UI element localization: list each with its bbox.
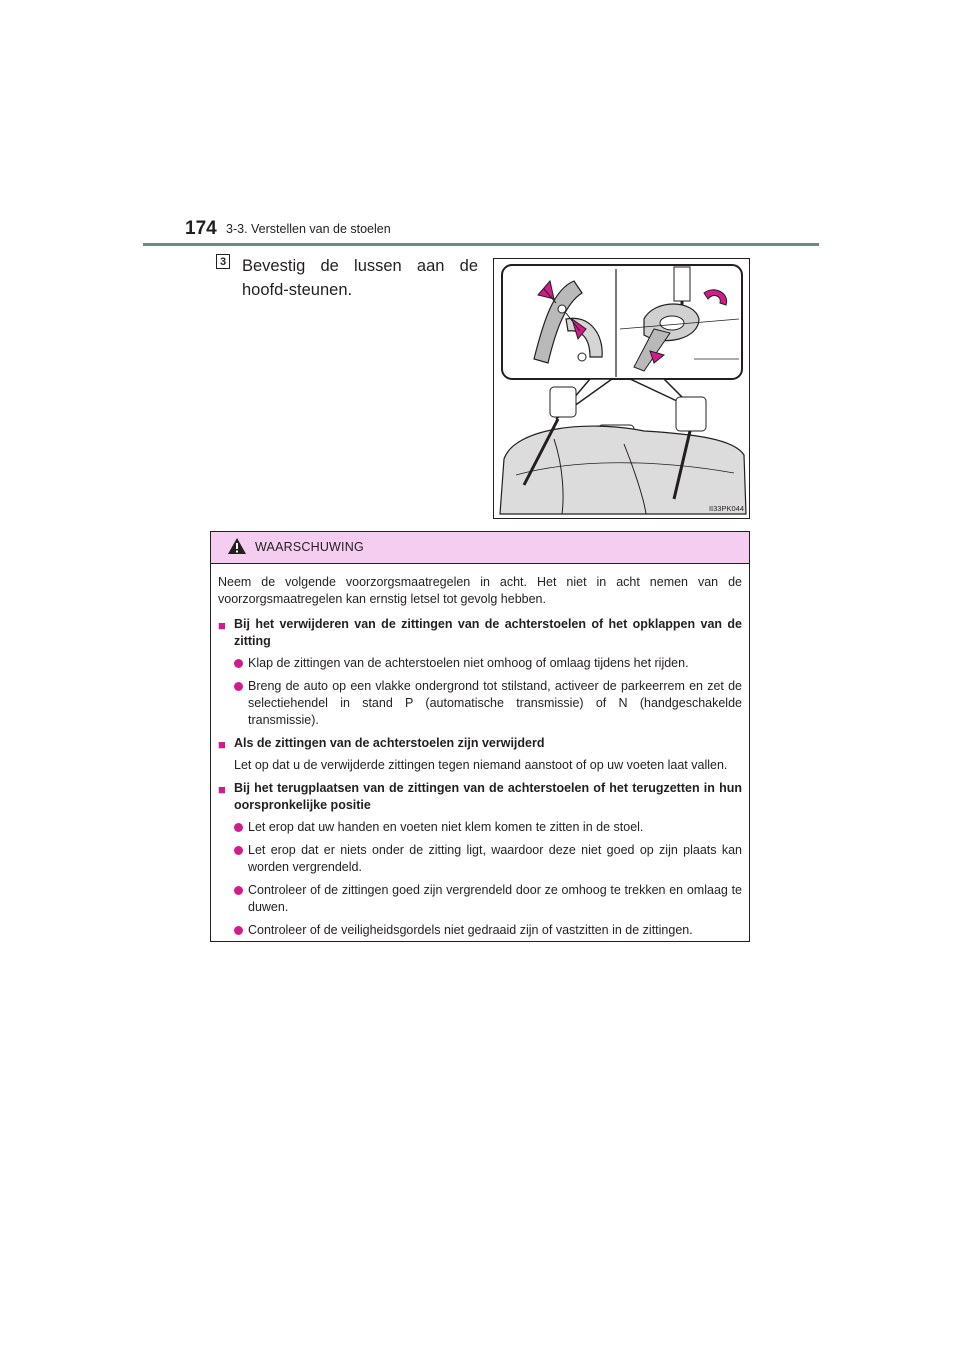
warning-paragraph: Let op dat u de verwijderde zittingen tegen niemand aanstoot of op uw voeten laat vallen. [234,758,728,772]
page-number: 174 [185,218,217,239]
step-instruction: Bevestig de lussen aan de hoofd-steunen. [242,257,478,299]
section-title: 3-3. Verstellen van de stoelen [226,222,391,236]
warning-section-heading: ■ Als de zittingen van de achterstoelen zijn verwijderd [218,736,545,752]
warning-title: WAARSCHUWING [255,540,364,554]
warning-body [211,564,749,939]
warning-triangle-icon [227,537,247,555]
warning-header [211,532,749,564]
list-item: Controleer of de veiligheidsgordels niet gedraaid zijn of vastzitten in de zittingen. [218,922,742,939]
warning-section-heading: ■ Bij het terugplaatsen van de zittingen van de achterstoelen of het terugzetten in hun oorspronkelijke positie [218,781,742,812]
step-number-badge: 3 [216,254,230,269]
warning-section-heading: ■ Bij het verwijderen van de zittingen van de achterstoelen of het opklappen van de zitting [218,617,742,648]
figure-code: II33PK044 [708,504,744,513]
list-item: Breng de auto op een vlakke ondergrond tot stilstand, activeer de parkeerrem en zet de selectiehendel in stand P (automatische transmissie) of N (handgeschakelde transmissie). [218,678,742,729]
list-item: Let erop dat er niets onder de zitting ligt, waardoor deze niet goed op zijn plaats kan worden vergrendeld. [218,842,742,876]
illustration-drawing [494,259,749,518]
headrest-strap-illustration [493,258,750,519]
warning-intro: Neem de volgende voorzorgsmaatregelen in acht. Het niet in acht nemen van de voorzorgsmaatregelen kan ernstig letsel tot gevolg hebben. [218,575,742,606]
list-item: Let erop dat uw handen en voeten niet klem komen te zitten in de stoel. [218,819,742,836]
header-divider [143,243,819,246]
list-item: Klap de zittingen van de achterstoelen niet omhoog of omlaag tijdens het rijden. [218,655,742,672]
list-item: Controleer of de zittingen goed zijn vergrendeld door ze omhoog te trekken en omlaag te duwen. [218,882,742,916]
warning-box [210,531,750,942]
